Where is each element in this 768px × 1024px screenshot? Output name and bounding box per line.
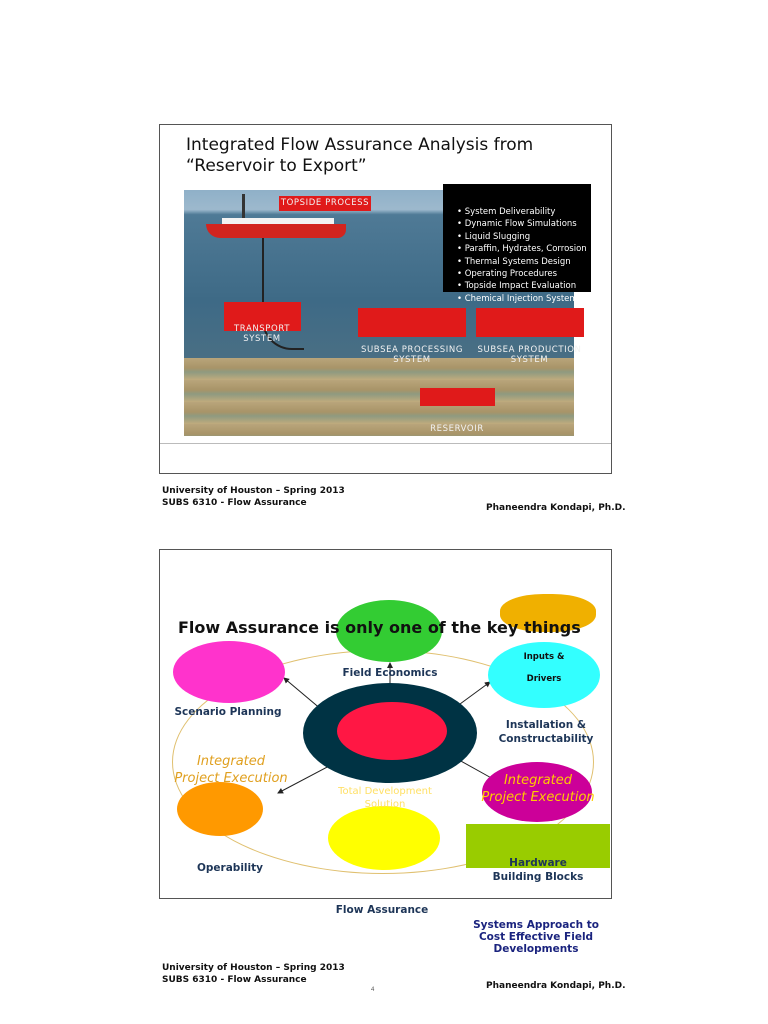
inputs-drivers-label <box>488 646 600 690</box>
slide-reservoir-to-export <box>159 124 612 474</box>
total-dev-line-1: Total Development <box>338 786 432 797</box>
inputs-line-1: Inputs & <box>523 652 565 662</box>
integrated-left-line-1: Integrated <box>196 754 266 769</box>
footer-author-2: Phaneendra Kondapi, Ph.D. <box>486 981 626 991</box>
hardware-line-1: Hardware <box>509 857 567 869</box>
field-economics-label: Field Economics <box>342 667 438 679</box>
footer-course: SUBS 6310 - Flow Assurance <box>162 498 307 508</box>
title-line-2: “Reservoir to Export” <box>186 156 367 176</box>
subsea-production-line-2: SYSTEM <box>510 355 549 365</box>
list-item: • Chemical Injection System <box>457 293 591 305</box>
subsea-production-line-1: SUBSEA PRODUCTION <box>477 345 582 355</box>
integrated-execution-left-label <box>166 753 296 787</box>
slide-key-things <box>159 549 612 899</box>
integrated-execution-right-label <box>478 772 598 806</box>
subsea-processing-line-2: SYSTEM <box>393 355 431 365</box>
scenario-planning-label: Scenario Planning <box>174 706 282 718</box>
slide-divider <box>160 443 611 444</box>
reservoir-callout <box>420 388 495 406</box>
list-item: • Operating Procedures <box>457 268 591 280</box>
subsea-processing-line-1: SUBSEA PROCESSING <box>360 345 464 355</box>
total-development-label <box>320 785 450 811</box>
subsea-processing-callout <box>358 308 466 337</box>
seabed <box>184 358 574 436</box>
footer-course: SUBS 6310 - Flow Assurance <box>162 975 307 985</box>
list-item: • Thermal Systems Design <box>457 256 591 268</box>
list-item: • Topside Impact Evaluation <box>457 280 591 292</box>
installation-label <box>490 718 602 746</box>
footer-course-info <box>162 485 345 509</box>
list-item: • Liquid Slugging <box>457 231 591 243</box>
footer-university: University of Houston – Spring 2013 <box>162 486 345 496</box>
footer-author: Phaneendra Kondapi, Ph.D. <box>486 503 626 513</box>
systems-line-1: Systems Approach to <box>473 919 599 931</box>
installation-line-1: Installation & <box>505 719 587 731</box>
topside-process-label: TOPSIDE PROCESS <box>280 198 370 208</box>
systems-line-3: Developments <box>493 943 579 955</box>
hardware-line-2: Building Blocks <box>492 871 584 883</box>
integrated-right-line-1: Integrated <box>503 773 573 788</box>
inputs-line-2: Drivers <box>526 674 562 684</box>
list-item: • System Deliverability <box>457 206 591 218</box>
ship-mast <box>242 194 245 220</box>
installation-line-2: Constructability <box>498 733 594 745</box>
flow-assurance-core-oval <box>337 702 447 760</box>
transport-system-label <box>222 324 302 344</box>
scenario-planning-oval <box>173 641 285 703</box>
systems-line-2: Cost Effective Field <box>478 931 594 943</box>
total-development-oval <box>328 806 440 870</box>
subsea-production-callout <box>476 308 584 337</box>
analysis-topics-box <box>443 184 591 304</box>
footer-course-info-2 <box>162 962 345 986</box>
title-line-1: Integrated Flow Assurance Analysis from <box>186 135 534 155</box>
list-item: • Paraffin, Hydrates, Corrosion <box>457 243 591 255</box>
orange-oval <box>177 782 263 836</box>
page-number: 4 <box>371 987 375 993</box>
footer-university: University of Houston – Spring 2013 <box>162 963 345 973</box>
analysis-topics-list <box>443 184 591 305</box>
slide-title <box>186 135 533 177</box>
transport-line-2: SYSTEM <box>243 334 281 344</box>
offshore-field-illustration <box>184 190 587 436</box>
subsea-processing-label <box>356 345 468 365</box>
integrated-left-line-2: Project Execution <box>174 771 288 786</box>
operability-label: Operability <box>196 862 263 874</box>
list-item: • Dynamic Flow Simulations <box>457 218 591 230</box>
slide-title: Flow Assurance is only one of the key things <box>178 618 581 637</box>
reservoir-label: RESERVOIR <box>430 424 484 434</box>
fpso-ship <box>206 224 346 238</box>
transport-line-1: TRANSPORT <box>233 324 291 334</box>
flow-assurance-caption: Flow Assurance <box>335 904 429 916</box>
hardware-label <box>476 856 600 884</box>
total-dev-line-2: Solution <box>364 799 406 810</box>
integrated-right-line-2: Project Execution <box>481 790 595 805</box>
systems-approach-caption <box>466 919 606 955</box>
subsea-production-label <box>472 345 587 365</box>
